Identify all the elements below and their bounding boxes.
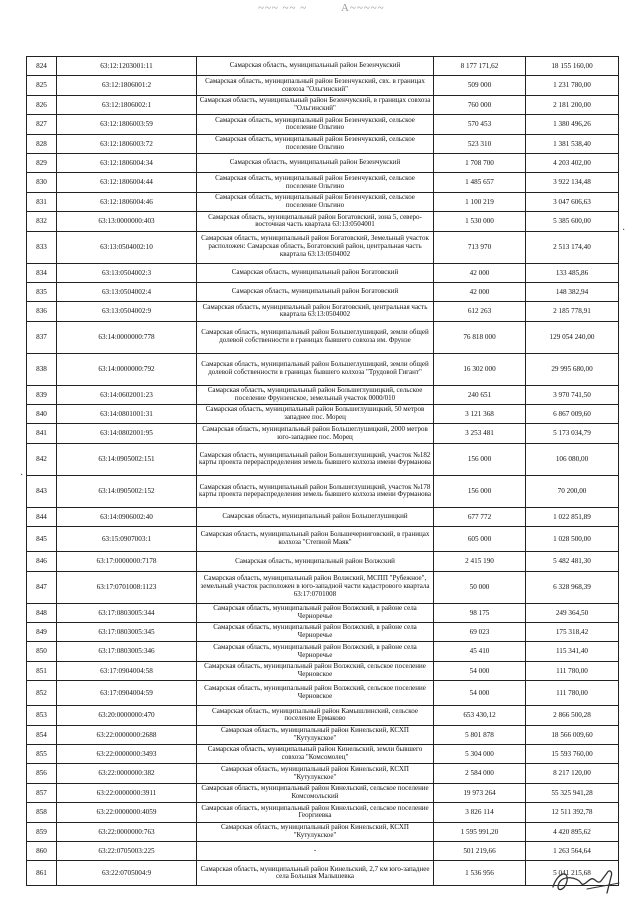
land-registry-table (26, 56, 619, 886)
address-cell: Самарская область, муниципальный район Большеглушицкий, участок №182 карты проекта перераспределения земель бывшего колхоза имени Фурманова (197, 443, 434, 475)
area-cell: 42 000 (434, 282, 526, 301)
cadastral-value-cell: 1 263 564,64 (526, 841, 619, 860)
cadastral-value-cell: 2 866 500,28 (526, 706, 619, 725)
row-number-cell: 838 (27, 353, 57, 385)
table-row (27, 115, 619, 134)
cadastral-value-cell: 3 970 741,50 (526, 385, 619, 404)
faded-header-stamp (258, 2, 415, 14)
row-number-cell: 839 (27, 385, 57, 404)
area-cell: 1 708 700 (434, 153, 526, 172)
row-number-cell: 841 (27, 424, 57, 443)
area-cell: 69 023 (434, 623, 526, 642)
cadastral-number-cell: 63:22:0705004:9 (57, 861, 197, 886)
cadastral-number-cell: 63:22:0705003:225 (57, 841, 197, 860)
cadastral-value-cell: 15 593 760,00 (526, 744, 619, 763)
row-number-cell: 848 (27, 603, 57, 622)
cadastral-number-cell: 63:12:1806004:34 (57, 153, 197, 172)
cadastral-value-cell: 5 385 600,00 (526, 212, 619, 231)
area-cell: 1 536 956 (434, 861, 526, 886)
cadastral-value-cell: 1 028 500,00 (526, 527, 619, 552)
cadastral-number-cell: 63:22:0000000:4059 (57, 803, 197, 822)
address-cell: Самарская область, муниципальный район Большеглушицкий, земли общей долевой собственности в границах бывшего совхоза им. Фрунзе (197, 321, 434, 353)
row-number-cell: 851 (27, 661, 57, 680)
cadastral-value-cell: 6 328 968,39 (526, 571, 619, 603)
table-row (27, 424, 619, 443)
row-number-cell: 850 (27, 642, 57, 661)
area-cell: 760 000 (434, 95, 526, 114)
handwritten-signature (547, 863, 625, 897)
address-cell: Самарская область, муниципальный район Кинельский, КСХП "Кутулукское" (197, 764, 434, 783)
row-number-cell: 845 (27, 527, 57, 552)
table-row (27, 661, 619, 680)
address-cell: Самарская область, муниципальный район Кинельский, КСХП "Кутулукское" (197, 725, 434, 744)
cadastral-number-cell: 63:12:1806004:46 (57, 192, 197, 211)
address-cell: Самарская область, муниципальный район Безенчукский, сельское поселение Ольгино (197, 134, 434, 153)
area-cell: 5 304 000 (434, 744, 526, 763)
address-cell: Самарская область, муниципальный район Безенчукский, сельское поселение Ольгино (197, 173, 434, 192)
area-cell: 1 100 219 (434, 192, 526, 211)
address-cell: Самарская область, муниципальный район Кинельский, сельское поселение Комсомольский (197, 783, 434, 802)
area-cell: 54 000 (434, 661, 526, 680)
row-number-cell: 860 (27, 841, 57, 860)
row-number-cell: 827 (27, 115, 57, 134)
area-cell: 76 818 000 (434, 321, 526, 353)
cadastral-value-cell: 175 318,42 (526, 623, 619, 642)
cadastral-value-cell: 2 513 174,40 (526, 231, 619, 263)
area-cell: 156 000 (434, 475, 526, 507)
address-cell: - (197, 841, 434, 860)
table-row (27, 95, 619, 114)
cadastral-value-cell: 249 364,50 (526, 603, 619, 622)
table-row (27, 282, 619, 301)
cadastral-number-cell: 63:12:1806002:1 (57, 95, 197, 114)
cadastral-value-cell: 1 380 496,26 (526, 115, 619, 134)
address-cell: Самарская область, муниципальный район Безенчукский, свх. в границах совхоза "Ольгинский" (197, 76, 434, 95)
cadastral-value-cell: 70 200,00 (526, 475, 619, 507)
address-cell: Самарская область, муниципальный район Безенчукский, сельское поселение Ольгино (197, 192, 434, 211)
cadastral-value-cell: 29 995 680,00 (526, 353, 619, 385)
cadastral-number-cell: 63:15:0907003:1 (57, 527, 197, 552)
cadastral-number-cell: 63:12:1806003:59 (57, 115, 197, 134)
row-number-cell: 852 (27, 681, 57, 706)
table-row (27, 571, 619, 603)
area-cell: 1 485 657 (434, 173, 526, 192)
registry-rows (27, 57, 619, 886)
cadastral-value-cell: 8 217 120,00 (526, 764, 619, 783)
address-cell: Самарская область, муниципальный район Богатовский (197, 263, 434, 282)
table-row (27, 385, 619, 404)
cadastral-number-cell: 63:14:0602001:23 (57, 385, 197, 404)
area-cell: 8 177 171,62 (434, 57, 526, 76)
area-cell: 523 310 (434, 134, 526, 153)
cadastral-number-cell: 63:17:0000000:7178 (57, 552, 197, 571)
cadastral-value-cell: 18 155 160,00 (526, 57, 619, 76)
table-row (27, 153, 619, 172)
cadastral-value-cell: 12 511 392,78 (526, 803, 619, 822)
cadastral-value-cell: 148 382,94 (526, 282, 619, 301)
cadastral-value-cell: 2 181 200,00 (526, 95, 619, 114)
cadastral-number-cell: 63:14:0000000:778 (57, 321, 197, 353)
cadastral-number-cell: 63:14:0802001:95 (57, 424, 197, 443)
cadastral-number-cell: 63:14:0906002:40 (57, 507, 197, 526)
area-cell: 3 253 481 (434, 424, 526, 443)
table-row (27, 263, 619, 282)
address-cell: Самарская область, муниципальный район Волжский, в районе села Черноречье (197, 642, 434, 661)
stamp-right-text: А~~~~~ (340, 2, 385, 14)
row-number-cell: 831 (27, 192, 57, 211)
area-cell: 42 000 (434, 263, 526, 282)
cadastral-number-cell: 63:22:0000000:3911 (57, 783, 197, 802)
cadastral-number-cell: 63:22:0000000:763 (57, 822, 197, 841)
area-cell: 3 121 368 (434, 405, 526, 424)
table-row (27, 134, 619, 153)
cadastral-value-cell: 115 341,40 (526, 642, 619, 661)
area-cell: 240 651 (434, 385, 526, 404)
cadastral-number-cell: 63:22:0000000:2688 (57, 725, 197, 744)
table-row (27, 642, 619, 661)
row-number-cell: 853 (27, 706, 57, 725)
row-number-cell: 835 (27, 282, 57, 301)
table-row (27, 861, 619, 886)
area-cell: 50 000 (434, 571, 526, 603)
row-number-cell: 855 (27, 744, 57, 763)
row-number-cell: 847 (27, 571, 57, 603)
row-number-cell: 844 (27, 507, 57, 526)
table-row (27, 603, 619, 622)
cadastral-number-cell: 63:17:0803005:346 (57, 642, 197, 661)
area-cell: 2 415 190 (434, 552, 526, 571)
cadastral-value-cell: 111 780,00 (526, 661, 619, 680)
table-row (27, 321, 619, 353)
address-cell: Самарская область, муниципальный район Большеглушицкий, 50 метров западнее пос. Морец (197, 405, 434, 424)
table-row (27, 552, 619, 571)
cadastral-value-cell: 3 047 606,63 (526, 192, 619, 211)
table-row (27, 212, 619, 231)
area-cell: 54 000 (434, 681, 526, 706)
address-cell: Самарская область, муниципальный район Богатовский, зона 5, северо-восточная часть квартала 63:13:0504001 (197, 212, 434, 231)
margin-dot: · (20, 470, 24, 481)
area-cell: 605 000 (434, 527, 526, 552)
area-cell: 653 430,12 (434, 706, 526, 725)
area-cell: 1 530 000 (434, 212, 526, 231)
cadastral-number-cell: 63:17:0803005:344 (57, 603, 197, 622)
cadastral-value-cell: 5 482 481,30 (526, 552, 619, 571)
table-row (27, 353, 619, 385)
row-number-cell: 846 (27, 552, 57, 571)
row-number-cell: 829 (27, 153, 57, 172)
row-number-cell: 832 (27, 212, 57, 231)
cadastral-value-cell: 1 231 780,00 (526, 76, 619, 95)
address-cell: Самарская область, муниципальный район Богатовский, центральная часть квартала 63:13:0504002 (197, 302, 434, 321)
cadastral-value-cell: 129 054 240,00 (526, 321, 619, 353)
cadastral-value-cell: 5 173 034,79 (526, 424, 619, 443)
address-cell: Самарская область, муниципальный район Большеглушицкий, земли общей долевой собственности в границах бывшего колхоза "Трудовой Гигант" (197, 353, 434, 385)
address-cell: Самарская область, муниципальный район Безенчукский, в границах совхоза "Ольгинский" (197, 95, 434, 114)
address-cell: Самарская область, муниципальный район Волжский, сельское поселение Черновское (197, 681, 434, 706)
cadastral-number-cell: 63:17:0803005:345 (57, 623, 197, 642)
table-row (27, 841, 619, 860)
cadastral-value-cell: 6 867 009,60 (526, 405, 619, 424)
cadastral-number-cell: 63:14:0000000:792 (57, 353, 197, 385)
area-cell: 5 801 878 (434, 725, 526, 744)
address-cell: Самарская область, муниципальный район Большечерниговский, в границах колхоза "Степной Маяк" (197, 527, 434, 552)
row-number-cell: 854 (27, 725, 57, 744)
cadastral-value-cell: 111 780,00 (526, 681, 619, 706)
area-cell: 570 453 (434, 115, 526, 134)
table-row (27, 764, 619, 783)
row-number-cell: 842 (27, 443, 57, 475)
address-cell: Самарская область, муниципальный район Большеглушицкий, участок №178 карты проекта перераспределения земель бывшего колхоза имени Фурманова (197, 475, 434, 507)
area-cell: 3 826 114 (434, 803, 526, 822)
area-cell: 713 970 (434, 231, 526, 263)
cadastral-number-cell: 63:12:1203001:11 (57, 57, 197, 76)
address-cell: Самарская область, муниципальный район Волжский (197, 552, 434, 571)
cadastral-number-cell: 63:17:0904004:58 (57, 661, 197, 680)
address-cell: Самарская область, муниципальный район Безенчукский, сельское поселение Ольгино (197, 115, 434, 134)
address-cell: Самарская область, муниципальный район Кинельский, сельское поселение Георгиевка (197, 803, 434, 822)
cadastral-number-cell: 63:22:0000000:3493 (57, 744, 197, 763)
row-number-cell: 834 (27, 263, 57, 282)
row-number-cell: 833 (27, 231, 57, 263)
area-cell: 1 595 991,20 (434, 822, 526, 841)
area-cell: 501 219,66 (434, 841, 526, 860)
table-row (27, 803, 619, 822)
margin-dot: · (622, 225, 626, 236)
table-row (27, 744, 619, 763)
cadastral-number-cell: 63:13:0504002:9 (57, 302, 197, 321)
row-number-cell: 828 (27, 134, 57, 153)
area-cell: 612 263 (434, 302, 526, 321)
area-cell: 156 000 (434, 443, 526, 475)
cadastral-number-cell: 63:13:0000000:403 (57, 212, 197, 231)
row-number-cell: 843 (27, 475, 57, 507)
address-cell: Самарская область, муниципальный район Волжский, сельское поселение Черновское (197, 661, 434, 680)
cadastral-value-cell: 5 041 215,68 (526, 861, 619, 886)
table-row (27, 527, 619, 552)
area-cell: 19 973 264 (434, 783, 526, 802)
address-cell: Самарская область, муниципальный район Кинельский, КСХП "Кутулукское" (197, 822, 434, 841)
row-number-cell: 840 (27, 405, 57, 424)
row-number-cell: 858 (27, 803, 57, 822)
address-cell: Самарская область, муниципальный район Богатовский, Земельный участок расположен: Самарская область, Богатовский район, центральная часть квартала 63:13:0504002 (197, 231, 434, 263)
cadastral-value-cell: 1 381 538,40 (526, 134, 619, 153)
cadastral-number-cell: 63:13:0504002:3 (57, 263, 197, 282)
row-number-cell: 825 (27, 76, 57, 95)
cadastral-value-cell: 18 566 009,60 (526, 725, 619, 744)
address-cell: Самарская область, муниципальный район Богатовский (197, 282, 434, 301)
cadastral-value-cell: 133 485,86 (526, 263, 619, 282)
address-cell: Самарская область, муниципальный район Волжский, в районе села Черноречье (197, 623, 434, 642)
table-row (27, 475, 619, 507)
address-cell: Самарская область, муниципальный район Безенчукский (197, 57, 434, 76)
cadastral-number-cell: 63:20:0000000:470 (57, 706, 197, 725)
area-cell: 677 772 (434, 507, 526, 526)
row-number-cell: 861 (27, 861, 57, 886)
table-row (27, 57, 619, 76)
row-number-cell: 837 (27, 321, 57, 353)
address-cell: Самарская область, муниципальный район Волжский, в районе села Черноречье (197, 603, 434, 622)
table-row (27, 725, 619, 744)
cadastral-value-cell: 4 420 895,62 (526, 822, 619, 841)
stamp-left-text: ~~~ ~~ ~ (258, 2, 308, 14)
address-cell: Самарская область, муниципальный район Кинельский, 2,7 км юго-западнее села Большая Малышевка (197, 861, 434, 886)
table-row (27, 681, 619, 706)
area-cell: 16 302 000 (434, 353, 526, 385)
row-number-cell: 859 (27, 822, 57, 841)
area-cell: 98 175 (434, 603, 526, 622)
cadastral-number-cell: 63:12:1806003:72 (57, 134, 197, 153)
row-number-cell: 849 (27, 623, 57, 642)
cadastral-number-cell: 63:14:0801001:31 (57, 405, 197, 424)
table-row (27, 623, 619, 642)
address-cell: Самарская область, муниципальный район Большеглушицкий, сельское поселение Фрунзенское, земельный участок 0000/010 (197, 385, 434, 404)
address-cell: Самарская область, муниципальный район Камышлинский, сельское поселение Ермаково (197, 706, 434, 725)
address-cell: Самарская область, муниципальный район Большеглушицкий (197, 507, 434, 526)
address-cell: Самарская область, муниципальный район Большеглушицкий, 2000 метров юго-западнее пос. Морец (197, 424, 434, 443)
cadastral-number-cell: 63:13:0504002:10 (57, 231, 197, 263)
table-row (27, 706, 619, 725)
table-row (27, 173, 619, 192)
cadastral-number-cell: 63:17:0701008:1123 (57, 571, 197, 603)
table-row (27, 405, 619, 424)
cadastral-number-cell: 63:14:0905002:152 (57, 475, 197, 507)
cadastral-number-cell: 63:13:0504002:4 (57, 282, 197, 301)
area-cell: 2 584 000 (434, 764, 526, 783)
cadastral-number-cell: 63:14:0905002:151 (57, 443, 197, 475)
table-row (27, 507, 619, 526)
cadastral-value-cell: 2 185 778,91 (526, 302, 619, 321)
row-number-cell: 830 (27, 173, 57, 192)
area-cell: 509 000 (434, 76, 526, 95)
row-number-cell: 857 (27, 783, 57, 802)
table-row (27, 443, 619, 475)
cadastral-number-cell: 63:17:0904004:59 (57, 681, 197, 706)
row-number-cell: 856 (27, 764, 57, 783)
cadastral-value-cell: 3 922 134,48 (526, 173, 619, 192)
row-number-cell: 826 (27, 95, 57, 114)
area-cell: 45 410 (434, 642, 526, 661)
cadastral-value-cell: 4 203 402,00 (526, 153, 619, 172)
cadastral-value-cell: 106 080,00 (526, 443, 619, 475)
address-cell: Самарская область, муниципальный район Кинельский, земли бывшего совхоза "Комсомолец" (197, 744, 434, 763)
cadastral-number-cell: 63:12:1806004:44 (57, 173, 197, 192)
address-cell: Самарская область, муниципальный район Безенчукский (197, 153, 434, 172)
address-cell: Самарская область, муниципальный район Волжский, МСПП "Рубежное", земельный участок расположен в юго-западной части кадастрового квартала 63:17:0701008 (197, 571, 434, 603)
table-row (27, 302, 619, 321)
table-row (27, 192, 619, 211)
table-row (27, 76, 619, 95)
table-row (27, 783, 619, 802)
row-number-cell: 836 (27, 302, 57, 321)
table-row (27, 231, 619, 263)
cadastral-value-cell: 1 022 851,89 (526, 507, 619, 526)
cadastral-number-cell: 63:22:0000000:382 (57, 764, 197, 783)
row-number-cell: 824 (27, 57, 57, 76)
cadastral-number-cell: 63:12:1806001:2 (57, 76, 197, 95)
cadastral-value-cell: 55 325 941,28 (526, 783, 619, 802)
table-row (27, 822, 619, 841)
